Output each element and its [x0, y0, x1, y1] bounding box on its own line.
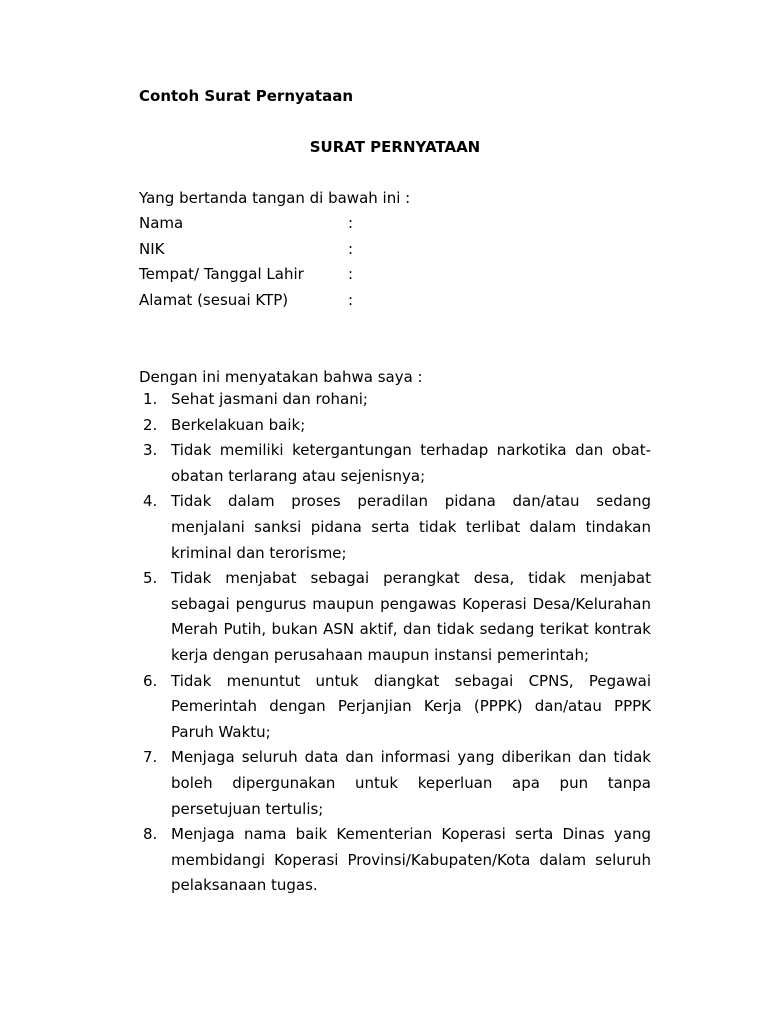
item-number: 6.: [143, 671, 158, 690]
list-item: [139, 745, 651, 822]
list-item: [139, 387, 651, 413]
item-number: 4.: [143, 492, 158, 511]
field-row-nama: [139, 213, 539, 239]
item-text: Tidak menjabat sebagai perangkat desa, tidak menjabat sebagai pengurus maupun pengawas Koperasi Desa/Kelurahan Merah Putih, bukan ASN aktif, dan tidak sedang terikat kontrak kerja dengan perusahaan maupun instansi pemerintah;: [171, 569, 651, 664]
document-heading: Contoh Surat Pernyataan: [139, 87, 353, 105]
item-text: Tidak dalam proses peradilan pidana dan/atau sedang menjalani sanksi pidana serta tidak terlibat dalam tindakan kriminal dan terorisme;: [171, 492, 651, 562]
item-number: 3.: [143, 441, 158, 460]
field-label: NIK: [139, 239, 165, 258]
field-colon: :: [348, 265, 354, 284]
field-row-birth: [139, 264, 539, 290]
list-item: [139, 566, 651, 668]
field-row-nik: [139, 239, 539, 265]
identity-fields: [139, 213, 539, 316]
item-number: 7.: [143, 748, 158, 767]
statement-intro: Dengan ini menyatakan bahwa saya :: [139, 368, 423, 386]
item-number: 5.: [143, 569, 158, 588]
document-title: SURAT PERNYATAAN: [309, 138, 481, 156]
item-text: Tidak menuntut untuk diangkat sebagai CPNS, Pegawai Pemerintah dengan Perjanjian Kerja (PPPK) dan/atau PPPK Paruh Waktu;: [171, 671, 651, 741]
intro-text: Yang bertanda tangan di bawah ini :: [139, 189, 411, 207]
field-colon: :: [348, 239, 354, 258]
item-number: 1.: [143, 390, 158, 408]
list-item: [139, 669, 651, 746]
item-text: Berkelakuan baik;: [171, 415, 306, 434]
item-text: Menjaga nama baik Kementerian Koperasi serta Dinas yang membidangi Koperasi Provinsi/Kabupaten/Kota dalam seluruh pelaksanaan tugas.: [171, 825, 651, 895]
field-label: Alamat (sesuai KTP): [139, 291, 289, 310]
field-colon: :: [348, 214, 354, 232]
field-row-address: [139, 290, 539, 316]
item-number: 8.: [143, 825, 158, 844]
item-text: Sehat jasmani dan rohani;: [171, 390, 368, 408]
item-text: Menjaga seluruh data dan informasi yang diberikan dan tidak boleh dipergunakan untuk keperluan apa pun tanpa persetujuan tertulis;: [171, 748, 651, 818]
list-item: [139, 413, 651, 439]
list-item: [139, 489, 651, 566]
statement-list: [139, 387, 651, 899]
list-item: [139, 822, 651, 899]
list-item: [139, 438, 651, 489]
item-number: 2.: [143, 415, 158, 434]
field-colon: :: [348, 291, 354, 310]
field-label: Tempat/ Tanggal Lahir: [139, 265, 304, 284]
item-text: Tidak memiliki ketergantungan terhadap narkotika dan obat-obatan terlarang atau sejenisnya;: [171, 441, 651, 485]
field-label: Nama: [139, 214, 184, 232]
